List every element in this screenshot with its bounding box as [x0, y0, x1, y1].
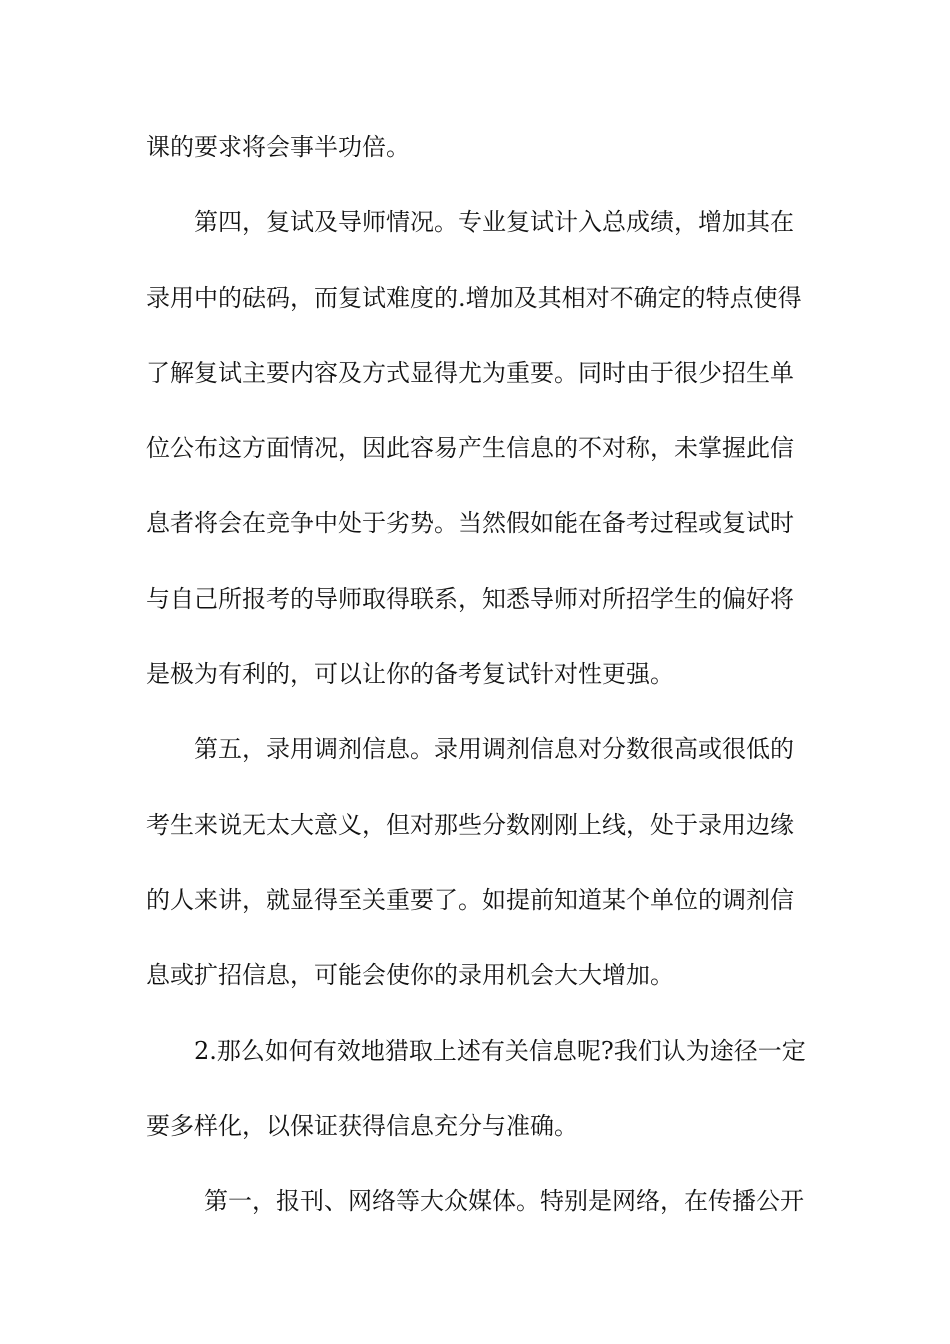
- text-line: 是极为有利的，可以让你的备考复试针对性更强。: [146, 660, 674, 689]
- paragraph-start-line: 2.那么如何有效地猎取上述有关信息呢?我们认为途径一定: [194, 1036, 806, 1065]
- paragraph-start-line: 第一，报刊、网络等大众媒体。特别是网络，在传播公开: [204, 1187, 804, 1216]
- text-line: 课的要求将会事半功倍。: [146, 133, 410, 161]
- paragraph-start-line: 第五，录用调剂信息。录用调剂信息对分数很高或很低的: [194, 735, 794, 764]
- text-line: 录用中的砝码，而复试难度的.增加及其相对不确定的特点使得: [146, 283, 802, 312]
- text-line: 要多样化，以保证获得信息充分与准确。: [146, 1111, 578, 1140]
- text-line: 了解复试主要内容及方式显得尤为重要。同时由于很少招生单: [146, 358, 794, 387]
- text-line: 考生来说无太大意义，但对那些分数刚刚上线，处于录用边缘: [146, 810, 794, 839]
- text-line: 位公布这方面情况，因此容易产生信息的不对称，未掌握此信: [146, 434, 794, 463]
- text-line: 与自己所报考的导师取得联系，知悉导师对所招学生的偏好将: [146, 584, 794, 613]
- text-line: 息者将会在竞争中处于劣势。当然假如能在备考过程或复试时: [146, 509, 794, 538]
- document-body: [146, 128, 806, 1257]
- text-line: 的人来讲，就显得至关重要了。如提前知道某个单位的调剂信: [146, 885, 794, 914]
- text-line: 息或扩招信息，可能会使你的录用机会大大增加。: [146, 961, 674, 990]
- paragraph-start-line: 第四，复试及导师情况。专业复试计入总成绩，增加其在: [194, 208, 794, 237]
